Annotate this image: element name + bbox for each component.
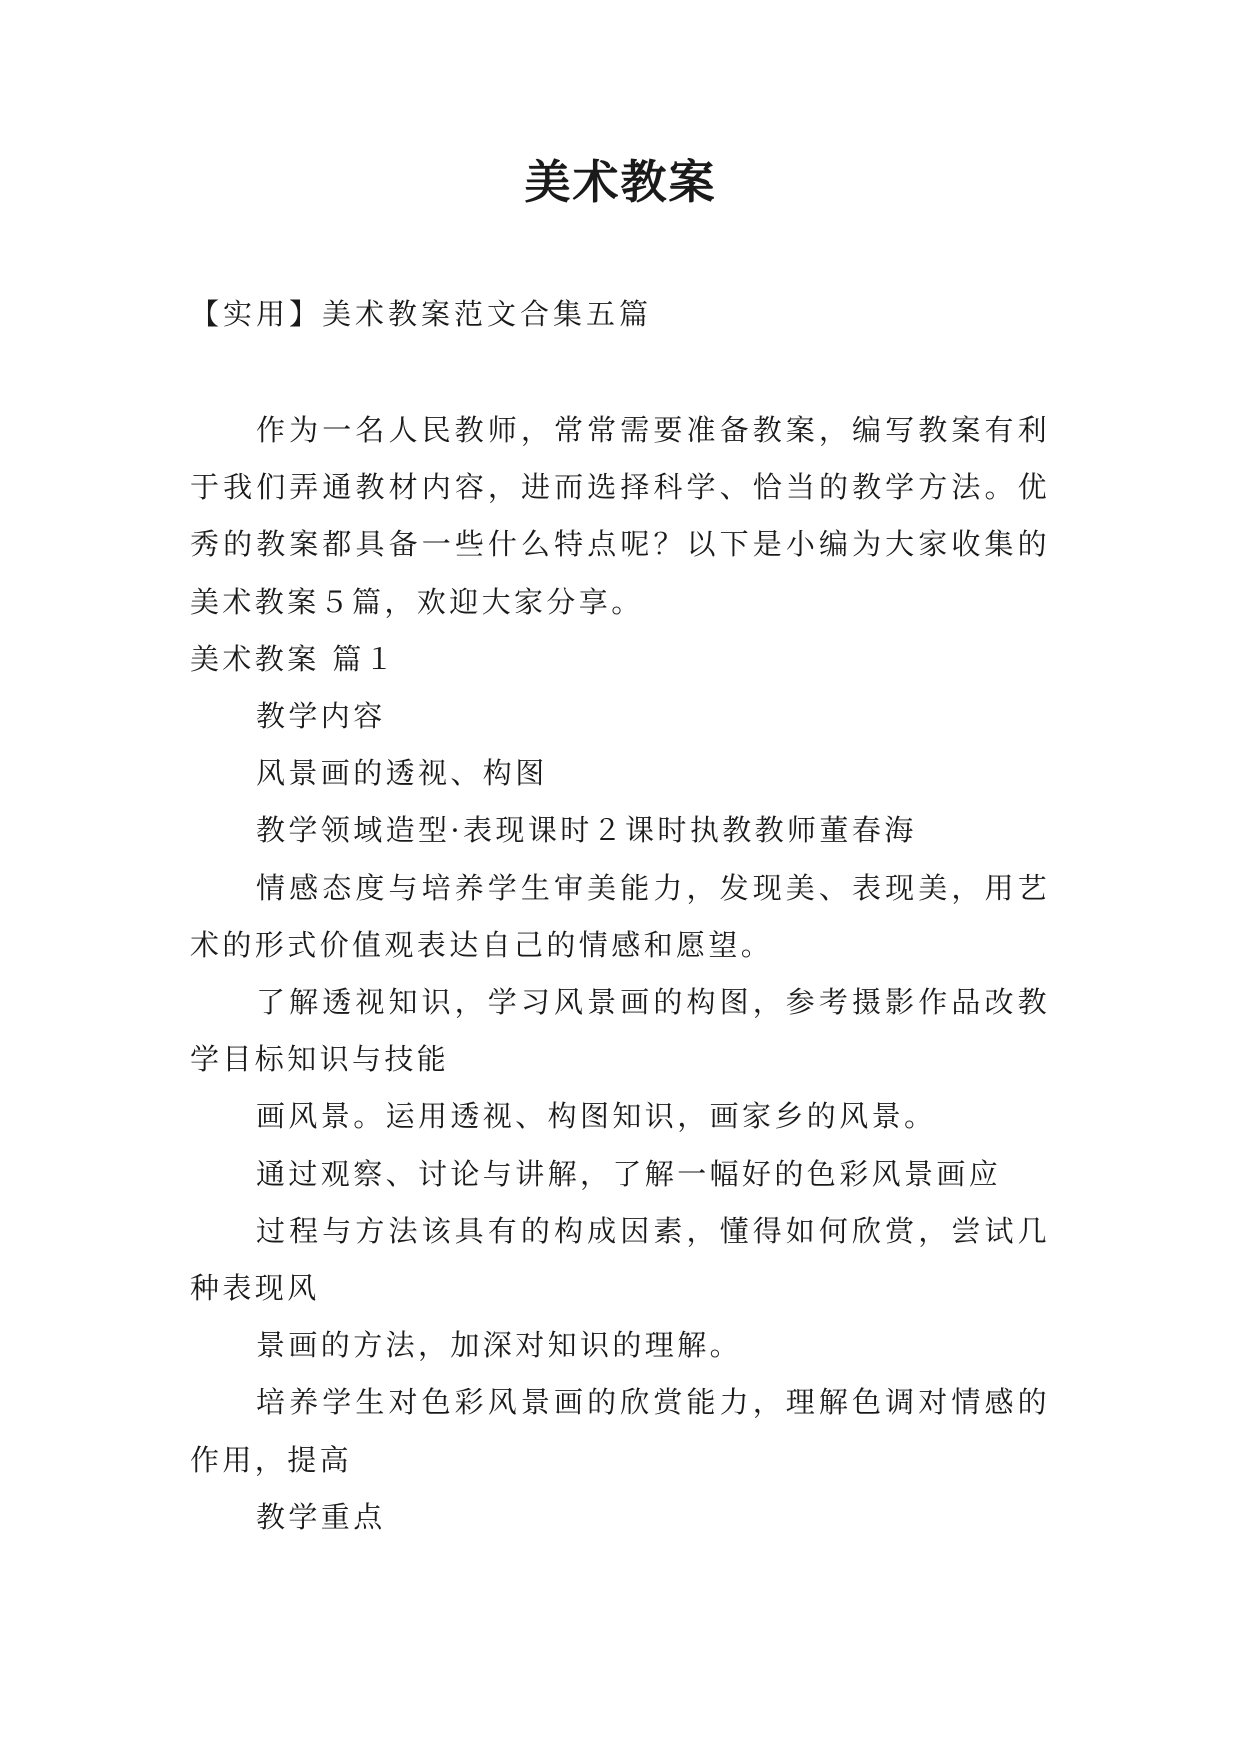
document-subtitle: 【实用】美术教案范文合集五篇 xyxy=(190,297,653,331)
body-paragraph: 情感态度与培养学生审美能力，发现美、表现美，用艺术的形式价值观表达自己的情感和愿望。 xyxy=(190,870,1050,962)
body-paragraph: 教学内容 xyxy=(256,699,386,734)
body-paragraph: 教学领域造型·表现课时２课时执教教师董春海 xyxy=(256,813,917,848)
document-body xyxy=(190,402,1050,1546)
intro-paragraph: 作为一名人民教师，常常需要准备教案，编写教案有利于我们弄通教材内容，进而选择科学、恰当的教学方法。优秀的教案都具备一些什么特点呢？以下是小编为大家收集的美术教案５篇，欢迎大家分享。 xyxy=(190,413,1050,619)
body-paragraph: 过程与方法该具有的构成因素，懂得如何欣赏，尝试几种表现风 xyxy=(190,1213,1050,1306)
body-paragraph: 画风景。运用透视、构图知识，画家乡的风景。 xyxy=(256,1099,937,1134)
document-title: 美术教案 xyxy=(524,155,717,209)
body-paragraph: 景画的方法，加深对知识的理解。 xyxy=(256,1328,743,1363)
section-heading: 美术教案 篇１ xyxy=(190,641,398,676)
body-paragraph: 通过观察、讨论与讲解，了解一幅好的色彩风景画应 xyxy=(256,1156,1002,1191)
body-paragraph: 培养学生对色彩风景画的欣赏能力，理解色调对情感的作用，提高 xyxy=(190,1385,1050,1477)
body-paragraph: 教学重点 xyxy=(256,1499,386,1534)
body-paragraph: 风景画的透视、构图 xyxy=(256,756,548,791)
body-paragraph: 了解透视知识，学习风景画的构图，参考摄影作品改教学目标知识与技能 xyxy=(190,985,1050,1077)
